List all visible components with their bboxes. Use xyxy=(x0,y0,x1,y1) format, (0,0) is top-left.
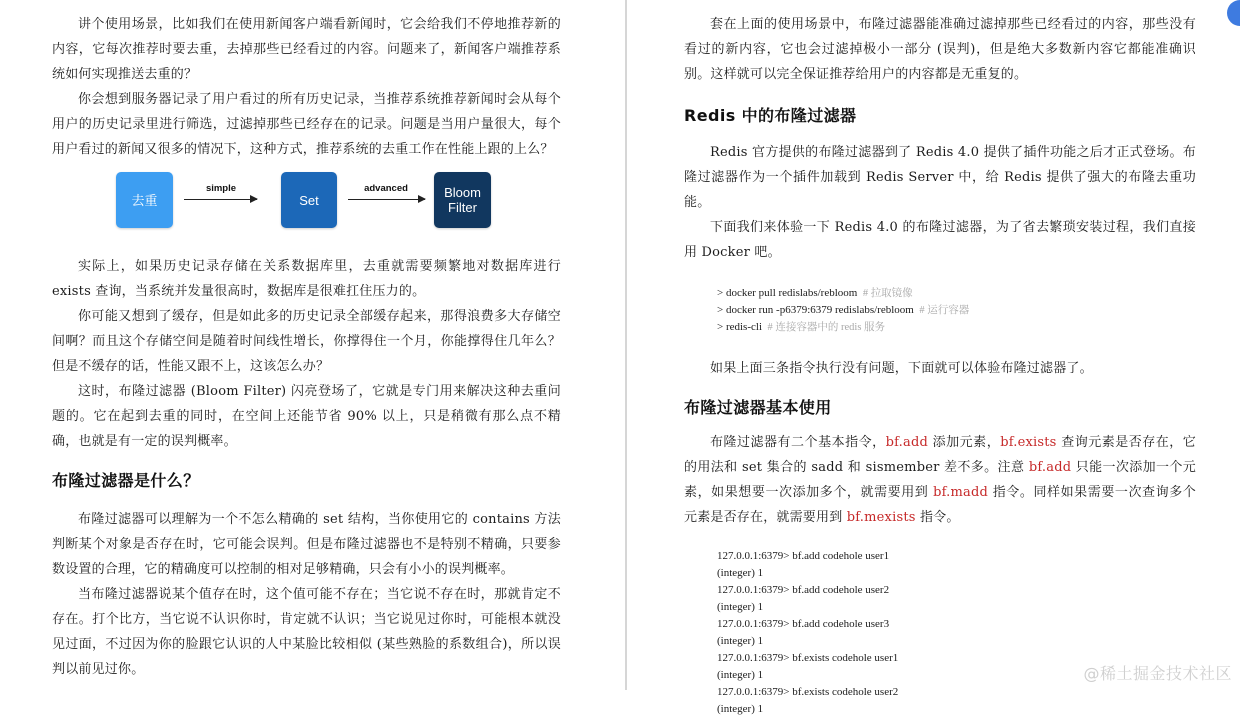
watermark: @稀土掘金技术社区 xyxy=(1083,664,1232,683)
dedup-diagram xyxy=(0,162,625,254)
code-line: 127.0.0.1:6379> bf.exists codehole user1 xyxy=(717,652,899,664)
paragraph-cache: 你可能又想到了缓存，但是如此多的历史记录全部缓存起来，那得浪费多大存储空间啊？而且这个存储空间是随着时间线性增长，你撑得住一个月，你能撑得住几年么？但是不缓存的话，性能又跟不上，这该怎么办？ xyxy=(52,309,561,374)
code-line: (integer) 1 xyxy=(717,635,764,647)
diagram-box-set: Set xyxy=(281,172,337,228)
code-line: 127.0.0.1:6379> bf.add codehole user1 xyxy=(717,550,890,562)
code-line: 127.0.0.1:6379> bf.exists codehole user2 xyxy=(717,686,899,698)
paragraph-ready: 如果上面三条指令执行没有问题，下面就可以体验布隆过滤器了。 xyxy=(710,361,1093,376)
left-page xyxy=(0,0,625,690)
heading-basic-usage: 布隆过滤器基本使用 xyxy=(684,398,832,417)
code-line: (integer) 1 xyxy=(717,567,764,579)
code-block-redis-cli xyxy=(627,548,1240,718)
keyword-bf-exists: bf.exists xyxy=(1000,435,1057,450)
heading-redis-bloom: Redis 中的布隆过滤器 xyxy=(684,106,857,125)
paragraph-docker: 下面我们来体验一下 Redis 4.0 的布隆过滤器，为了省去繁琐安装过程，我们直接用 Docker 吧。 xyxy=(684,220,1196,260)
paragraph-scenario: 讲个使用场景，比如我们在使用新闻客户端看新闻时，它会给我们不停地推荐新的内容，它每次推荐时要去重，去掉那些已经看过的内容。问题来了，新闻客户端推荐系统如何实现推送去重的？ xyxy=(52,17,561,82)
paragraph-redis-plugin: Redis 官方提供的布隆过滤器到了 Redis 4.0 提供了插件功能之后才正式登场。布隆过滤器作为一个插件加载到 Redis Server 中，给 Redis 提供了强大的布隆去重功能。 xyxy=(684,145,1196,210)
paragraph-database: 实际上，如果历史记录存储在关系数据库里，去重就需要频繁地对数据库进行 exists 查询，当系统并发量很高时，数据库是很难扛住压力的。 xyxy=(52,259,561,299)
heading-what-is-bloom: 布隆过滤器是什么？ xyxy=(52,471,200,490)
keyword-bf-mexists: bf.mexists xyxy=(846,510,916,525)
paragraph-bloom-intro: 这时，布隆过滤器 (Bloom Filter) 闪亮登场了，它就是专门用来解决这种去重问题的。它在起到去重的同时，在空间上还能节省 90% 以上，只是稍微有那么点不精确，也就是有一定的误判概率。 xyxy=(52,384,561,449)
paragraph-applied-scenario: 套在上面的使用场景中，布隆过滤器能准确过滤掉那些已经看过的内容，那些没有看过的新内容，它也会过滤掉极小一部分 (误判)，但是绝大多数新内容它都能准确识别。这样就可以完全保证推荐给用户的内容都是无重复的。 xyxy=(684,17,1196,82)
code-line: (integer) 1 xyxy=(717,669,764,681)
paragraph-bloom-semantics: 当布隆过滤器说某个值存在时，这个值可能不存在；当它说不存在时，那就肯定不存在。打个比方，当它说不认识你时，肯定就不认识；当它说见过你时，可能根本就没见过面，不过因为你的脸跟它认识的人中某脸比较相似 (某些熟脸的系数组合)，所以误判以前见过你。 xyxy=(52,587,561,677)
keyword-bf-add: bf.add xyxy=(885,435,929,450)
keyword-bf-add-2: bf.add xyxy=(1028,460,1072,475)
code-line: > redis-cli # 连接容器中的 redis 服务 xyxy=(717,321,886,333)
code-line: 127.0.0.1:6379> bf.add codehole user2 xyxy=(717,584,890,596)
arrow-simple xyxy=(184,199,257,200)
keyword-bf-madd: bf.madd xyxy=(933,485,989,500)
diagram-box-dedup: 去重 xyxy=(116,172,173,228)
bloom-label-line1: Bloom xyxy=(444,185,481,200)
arrow-label-simple: simple xyxy=(205,183,237,194)
arrow-label-advanced: advanced xyxy=(364,183,408,194)
diagram-box-bloom-filter xyxy=(434,172,491,228)
arrow-advanced xyxy=(348,199,425,200)
code-line: 127.0.0.1:6379> bf.add codehole user3 xyxy=(717,618,890,630)
code-block-docker xyxy=(627,285,1240,336)
paragraph-history: 你会想到服务器记录了用户看过的所有历史记录，当推荐系统推荐新闻时会从每个用户的历史记录里进行筛选，过滤掉那些已经存在的记录。问题是当用户量很大，每个用户看过的新闻又很多的情况下，这种方式，推荐系统的去重工作在性能上跟的上么？ xyxy=(52,92,561,157)
code-line: > docker run -p6379:6379 redislabs/rebloom # 运行容器 xyxy=(717,304,970,316)
code-line: (integer) 1 xyxy=(717,601,764,613)
bloom-label-line2: Filter xyxy=(448,200,477,215)
paragraph-bloom-definition: 布隆过滤器可以理解为一个不怎么精确的 set 结构，当你使用它的 contains 方法判断某个对象是否存在时，它可能会误判。但是布隆过滤器也不是特别不精确，只要参数设置的合理，它的精确度可以控制的相对足够精确，只会有小小的误判概率。 xyxy=(52,512,561,577)
code-line: > docker pull redislabs/rebloom # 拉取镜像 xyxy=(717,287,913,299)
paragraph-commands: 布隆过滤器有二个基本指令，bf.add 添加元素，bf.exists 查询元素是否存在，它的用法和 set 集合的 sadd 和 sismember 差不多。注意 bf.add 只能一次添加一个元素，如果想要一次添加多个，就需要用到 bf.madd 指令。同样如果需要一次查询多个元素是否存在，就需要用到 bf.mexists 指令。 xyxy=(684,435,1196,525)
code-line: (integer) 1 xyxy=(717,703,764,715)
right-page xyxy=(627,0,1240,715)
